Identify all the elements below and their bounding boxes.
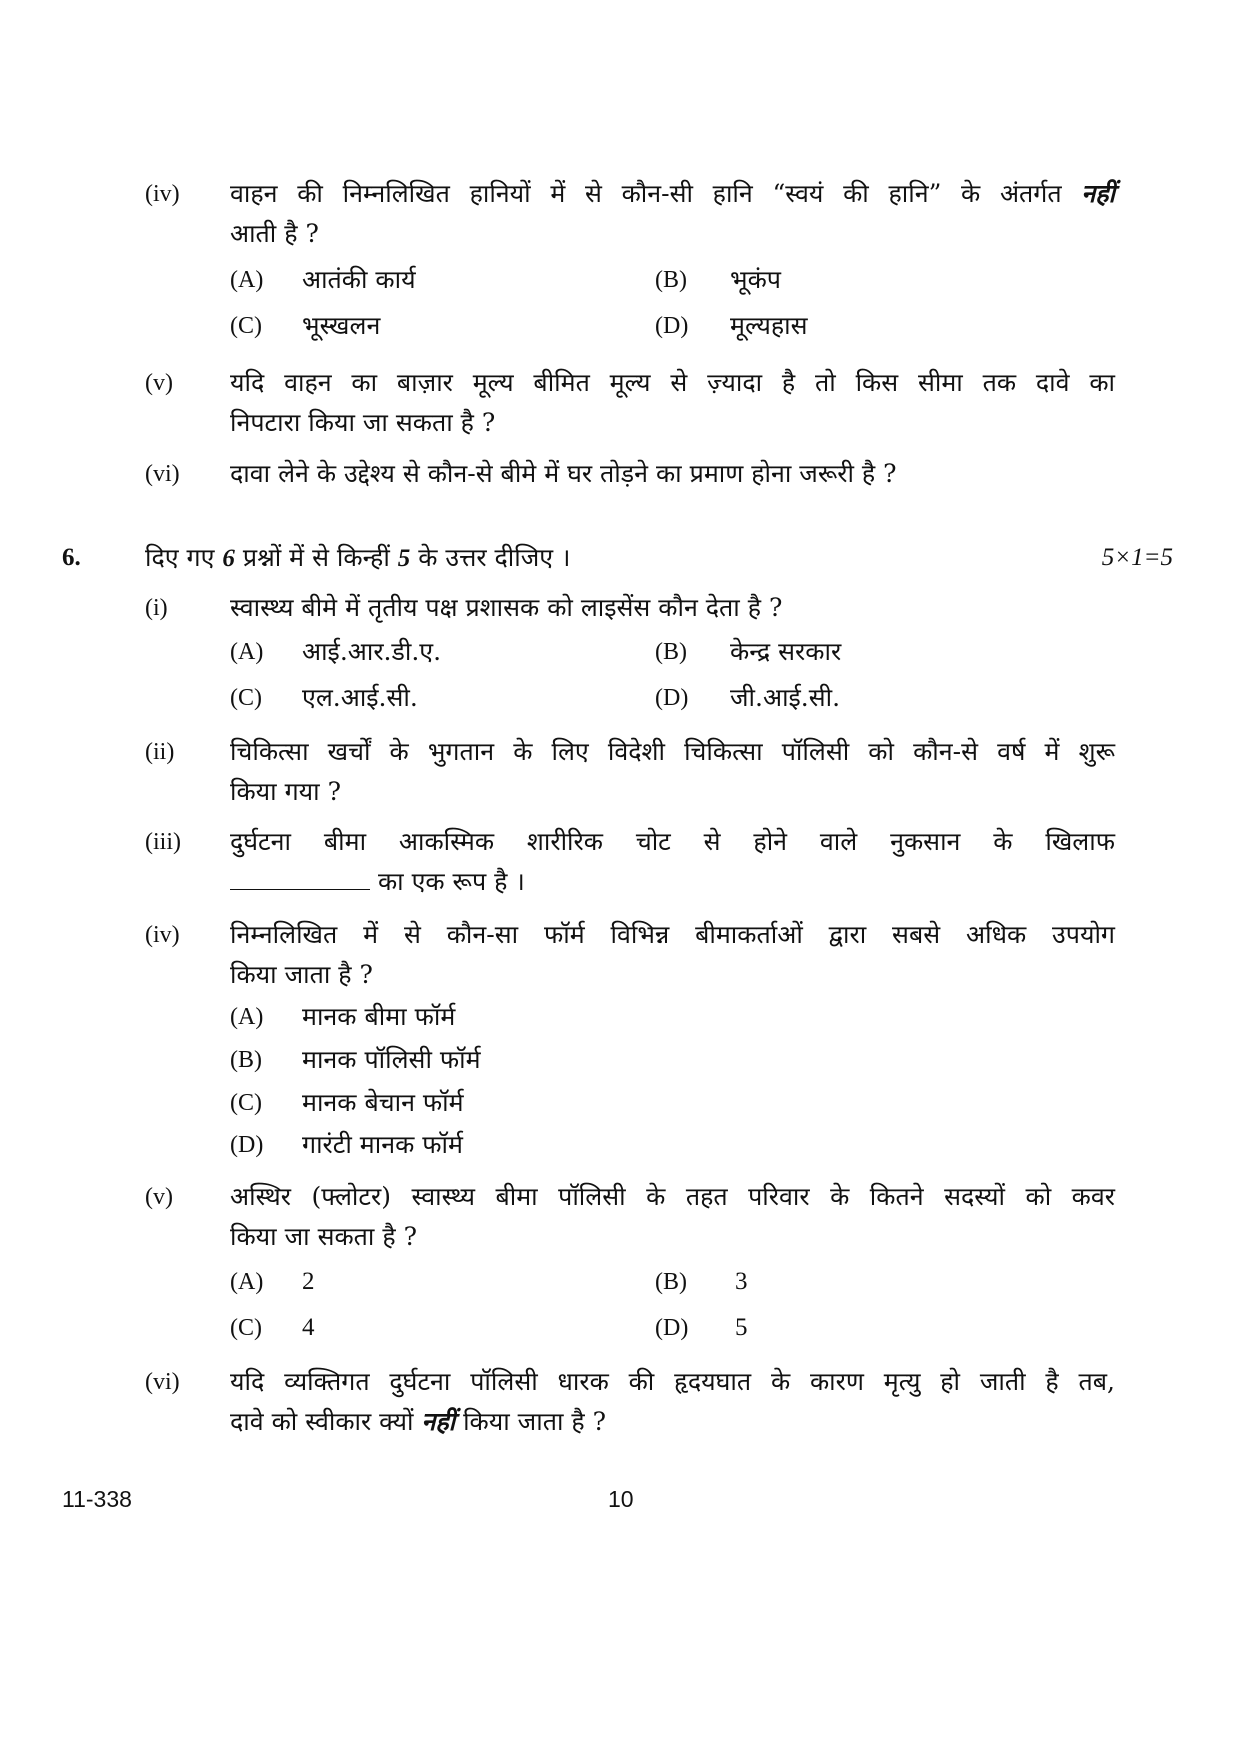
q6-i-option-b-label: (B) — [655, 639, 687, 665]
q5-iv-option-d-text: मूल्यहास — [730, 311, 808, 340]
q6-v-option-c-text: 4 — [302, 1314, 315, 1341]
q5-v-line2: निपटारा किया जा सकता है ? — [230, 408, 496, 437]
page-number: 10 — [608, 1486, 634, 1512]
q5-iv-line2: आती है ? — [230, 219, 319, 248]
q6-iv-option-b-label: (B) — [230, 1047, 262, 1073]
q6-v-option-d-text: 5 — [735, 1314, 748, 1341]
question-6-instruction: दिए गए 6 प्रश्नों में से किन्हीं 5 के उत्तर दीजिए । — [145, 543, 571, 572]
q6-iv-line1: निम्नलिखित में से कौन-सा फॉर्म विभिन्न बीमाकर्ताओं द्वारा सबसे अधिक उपयोग — [230, 920, 1115, 949]
q6-v-option-d-label: (D) — [655, 1315, 689, 1341]
q6-iv-option-b-text: मानक पॉलिसी फॉर्म — [302, 1045, 481, 1074]
q5-iv-option-b-label: (B) — [655, 267, 687, 293]
q5-vi-line1: दावा लेने के उद्देश्य से कौन-से बीमे में घर तोड़ने का प्रमाण होना जरूरी है ? — [230, 459, 897, 488]
q6-v-label: (v) — [145, 1184, 173, 1210]
q6-i-option-b-text: केन्द्र सरकार — [730, 637, 842, 666]
fill-in-blank — [230, 863, 370, 890]
q6-i-option-a-text: आई.आर.डी.ए. — [302, 637, 442, 666]
q6-vi-label: (vi) — [145, 1369, 180, 1395]
q6-v-option-c-label: (C) — [230, 1315, 262, 1341]
q5-iv-option-b-text: भूकंप — [730, 265, 781, 294]
q5-iv-option-d-label: (D) — [655, 313, 689, 339]
question-6-marks: 5×1=5 — [1101, 544, 1173, 571]
q6-v-line1: अस्थिर (फ्लोटर) स्वास्थ्य बीमा पॉलिसी के तहत परिवार के कितने सदस्यों को कवर — [230, 1182, 1115, 1211]
q6-iv-label: (iv) — [145, 922, 180, 948]
paper-code: 11-338 — [62, 1486, 132, 1512]
q6-iv-option-a-label: (A) — [230, 1004, 264, 1030]
q6-i-option-c-text: एल.आई.सी. — [302, 683, 418, 712]
q6-i-label: (i) — [145, 595, 168, 621]
q6-iv-option-c-text: मानक बेचान फॉर्म — [302, 1088, 464, 1117]
q6-iv-line2: किया जाता है ? — [230, 960, 373, 989]
q6-v-option-a-text: 2 — [302, 1268, 315, 1295]
q6-i-option-d-text: जी.आई.सी. — [730, 683, 841, 712]
q6-ii-line2: किया गया ? — [230, 777, 341, 806]
q5-iv-label: (iv) — [145, 181, 180, 207]
q6-iv-option-d-text: गारंटी मानक फॉर्म — [302, 1130, 463, 1159]
q6-vi-line1: यदि व्यक्तिगत दुर्घटना पॉलिसी धारक की हृदयघात के कारण मृत्यु हो जाती है तब, — [230, 1367, 1115, 1396]
q6-v-line2: किया जा सकता है ? — [230, 1222, 417, 1251]
q6-v-option-a-label: (A) — [230, 1269, 264, 1295]
q5-v-line1: यदि वाहन का बाज़ार मूल्य बीमित मूल्य से ज़्यादा है तो किस सीमा तक दावे का — [230, 368, 1115, 397]
q6-v-option-b-label: (B) — [655, 1269, 687, 1295]
q5-iv-option-c-label: (C) — [230, 313, 262, 339]
q6-i-option-a-label: (A) — [230, 639, 264, 665]
q6-iii-line2: का एक रूप है । — [230, 862, 1115, 902]
q5-iv-option-a-text: आतंकी कार्य — [302, 265, 416, 294]
q6-i-option-c-label: (C) — [230, 685, 262, 711]
q5-iv-line1: वाहन की निम्नलिखित हानियों में से कौन-सी हानि “स्वयं की हानि” के अंतर्गत नहीं — [230, 179, 1115, 208]
q5-vi-label: (vi) — [145, 461, 180, 487]
q6-iii-line1: दुर्घटना बीमा आकस्मिक शारीरिक चोट से होने वाले नुकसान के खिलाफ — [230, 827, 1115, 856]
q6-iv-option-d-label: (D) — [230, 1132, 264, 1158]
q6-ii-line1: चिकित्सा खर्चों के भुगतान के लिए विदेशी चिकित्सा पॉलिसी को कौन-से वर्ष में शुरू — [230, 737, 1115, 766]
q6-i-option-d-label: (D) — [655, 685, 689, 711]
q6-iv-option-a-text: मानक बीमा फॉर्म — [302, 1002, 456, 1031]
q6-v-option-b-text: 3 — [735, 1268, 748, 1295]
emphasis-not: नहीं — [1081, 181, 1115, 208]
q5-iv-option-c-text: भूस्खलन — [302, 311, 381, 340]
q5-iv-option-a-label: (A) — [230, 267, 264, 293]
q6-ii-label: (ii) — [145, 739, 175, 765]
q6-vi-line2: दावे को स्वीकार क्यों नहीं किया जाता है ? — [230, 1407, 606, 1436]
question-6-number: 6. — [62, 544, 81, 571]
q6-iv-option-c-label: (C) — [230, 1090, 262, 1116]
q6-iii-label: (iii) — [145, 829, 181, 855]
q5-v-label: (v) — [145, 370, 173, 396]
emphasis-not: नहीं — [421, 1409, 456, 1436]
q6-i-line1: स्वास्थ्य बीमे में तृतीय पक्ष प्रशासक को लाइसेंस कौन देता है ? — [230, 593, 783, 622]
